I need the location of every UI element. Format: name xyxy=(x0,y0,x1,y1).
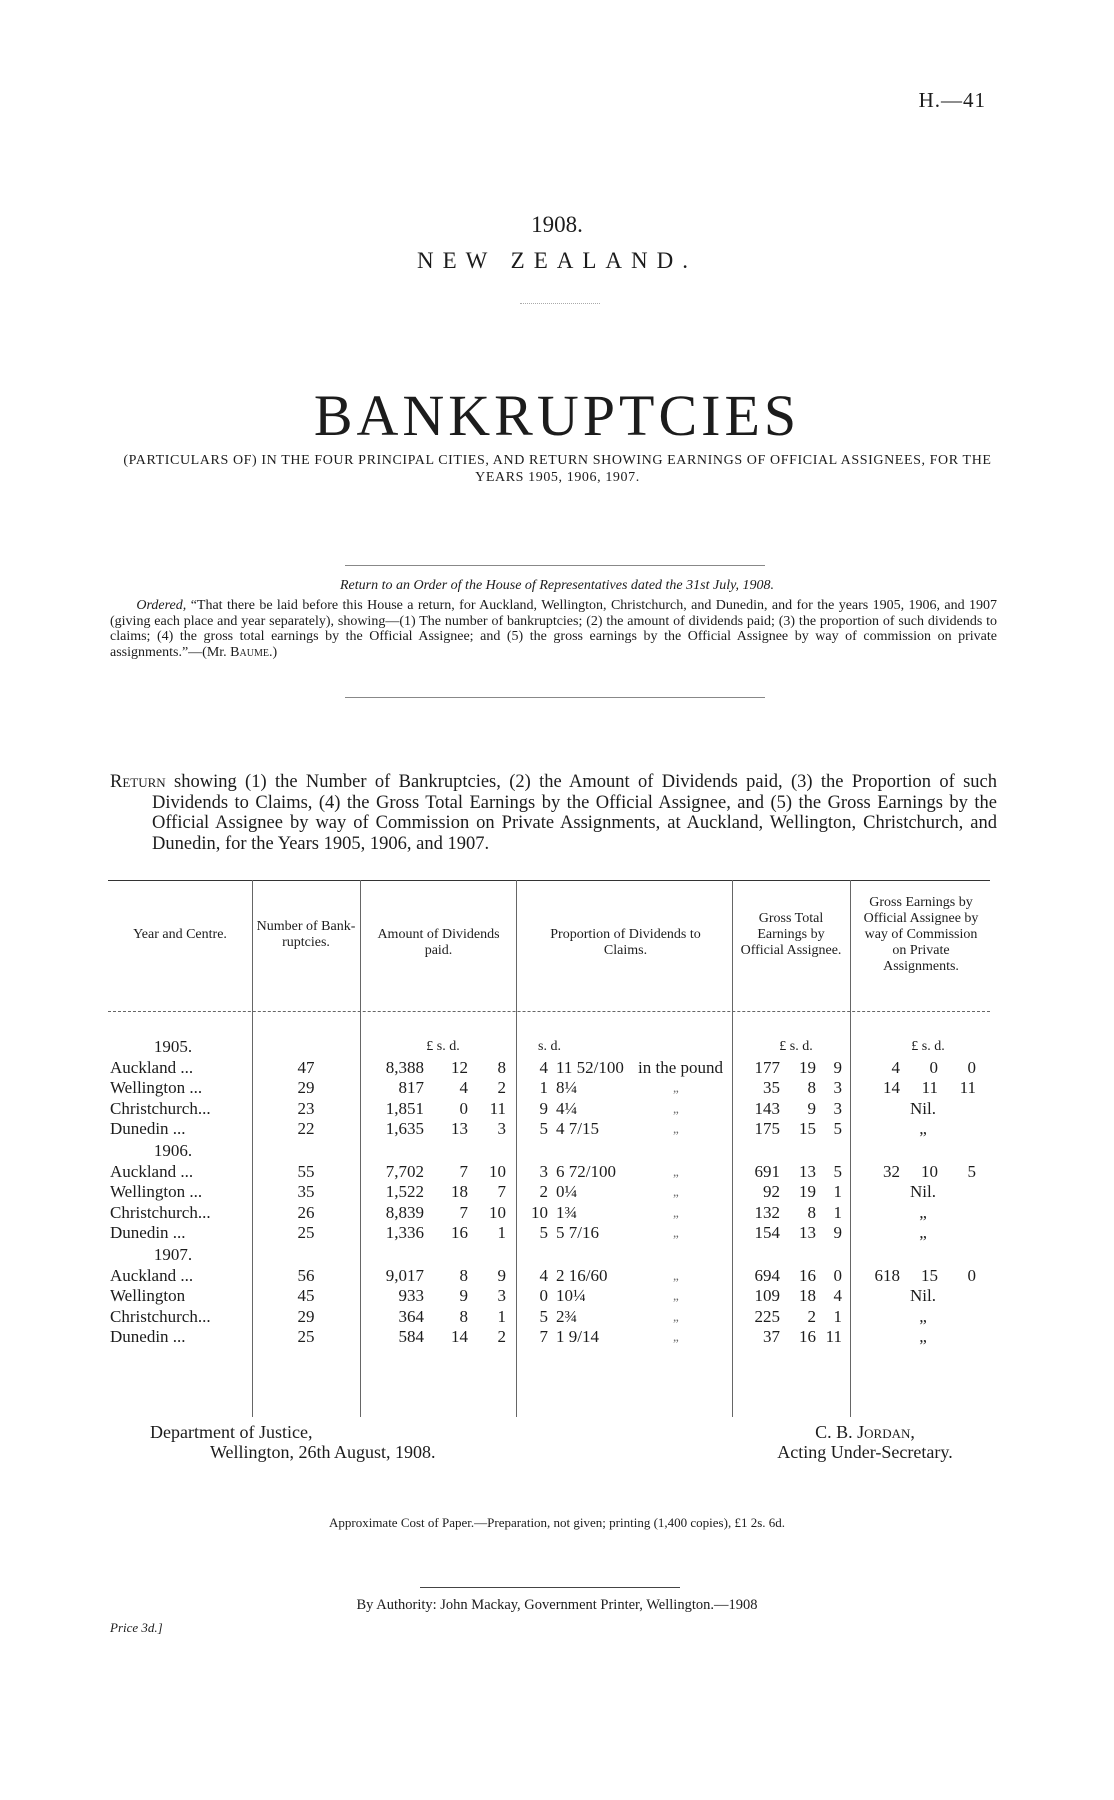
proportion-shillings: 1 xyxy=(539,1078,548,1097)
commission-value: Nil. xyxy=(910,1182,936,1201)
signer-title: Acting Under-Secretary. xyxy=(777,1442,953,1462)
unit-label-proportion: s. d. xyxy=(538,1039,561,1054)
return-lead: Return xyxy=(110,772,166,792)
dividends-pence: 2 xyxy=(497,1078,506,1097)
centre-name: Wellington xyxy=(110,1286,186,1305)
dividends-pounds: 7,702 xyxy=(385,1161,424,1181)
gross-pounds: 35 xyxy=(763,1078,780,1097)
commission-pounds: 14 xyxy=(883,1078,900,1097)
gross-pence: 9 xyxy=(833,1057,842,1077)
unit-label-amount: £ s. d. xyxy=(426,1039,460,1054)
date-line: Wellington, 26th August, 1908. xyxy=(210,1442,436,1462)
proportion-note: „ xyxy=(673,1308,679,1324)
centre-name: Dunedin ... xyxy=(110,1119,186,1138)
ordered-paragraph xyxy=(110,598,997,660)
dividends-pounds: 933 xyxy=(398,1286,424,1305)
centre-name: Dunedin ... xyxy=(110,1327,186,1346)
proportion-shillings: 4 xyxy=(539,1265,548,1285)
year-heading: 1905. xyxy=(153,1037,193,1056)
dividends-pence: 3 xyxy=(497,1119,506,1138)
bankruptcy-count: 47 xyxy=(297,1057,315,1077)
dividends-shillings: 16 xyxy=(451,1223,468,1242)
centre-name: Christchurch... xyxy=(110,1306,211,1326)
dividends-pence: 3 xyxy=(497,1286,506,1305)
dividends-shillings: 0 xyxy=(459,1098,468,1118)
proportion-note: „ xyxy=(673,1225,679,1240)
proportion-pence: 6 72/100 xyxy=(556,1161,616,1181)
gross-pence: 1 xyxy=(833,1182,842,1201)
department-name: Department of Justice, xyxy=(150,1422,313,1442)
price-label: Price 3d.] xyxy=(110,1620,163,1635)
bankruptcy-count: 23 xyxy=(297,1098,315,1118)
dividends-shillings: 7 xyxy=(459,1161,468,1181)
dividends-pence: 10 xyxy=(489,1202,506,1222)
gross-pounds: 691 xyxy=(754,1161,780,1181)
bankruptcy-table xyxy=(108,880,990,1417)
dividends-pence: 1 xyxy=(497,1223,506,1242)
gross-pounds: 694 xyxy=(754,1265,780,1285)
dividends-shillings: 13 xyxy=(451,1119,468,1138)
commission-pounds: 4 xyxy=(891,1057,900,1077)
proportion-note: „ xyxy=(673,1204,679,1220)
dividends-pounds: 1,522 xyxy=(385,1182,424,1201)
unit-label-gross-total: £ s. d. xyxy=(779,1039,813,1054)
dividends-pounds: 1,851 xyxy=(385,1098,424,1118)
dividends-shillings: 8 xyxy=(459,1306,468,1326)
proportion-pence: 4 7/15 xyxy=(556,1119,599,1138)
gross-shillings: 16 xyxy=(799,1265,816,1285)
header-amount: Amount of Dividends paid. xyxy=(377,927,500,958)
header-gross-commission: Gross Earnings by Official Assignee by way of Commission on Private Assignments. xyxy=(863,895,979,974)
commission-shillings: 15 xyxy=(921,1265,938,1285)
dividends-shillings: 18 xyxy=(451,1182,468,1201)
bankruptcy-count: 25 xyxy=(297,1327,315,1346)
dividends-pounds: 584 xyxy=(398,1327,424,1346)
proportion-note: „ xyxy=(673,1329,679,1344)
department-signature-block xyxy=(150,1422,436,1462)
gross-pence: 3 xyxy=(833,1078,842,1097)
ordered-member: Baume.) xyxy=(230,644,278,660)
signer-block xyxy=(720,1422,1010,1462)
bankruptcy-count: 56 xyxy=(297,1265,315,1285)
gross-shillings: 8 xyxy=(807,1078,816,1097)
centre-name: Christchurch... xyxy=(110,1098,211,1118)
document-year: 1908. xyxy=(531,212,583,237)
proportion-pence: 2 16/60 xyxy=(556,1265,608,1285)
commission-shillings: 11 xyxy=(921,1078,938,1097)
gross-pounds: 132 xyxy=(754,1202,780,1222)
column-divider xyxy=(360,880,361,1417)
gross-pounds: 37 xyxy=(763,1327,780,1346)
return-text: showing (1) the Number of Bankruptcies, (2) the Amount of Dividends paid, (3) the Proportion of such Dividends to Claims, (4) the Gross Total Earnings by the Official Assignee, and (5) the Gross Earnings by the Official Assignee by way of Commission on Private Assignments, at Auckland, Wellington, Christchurch, and Dunedin, for the Years 1905, 1906, and 1907. xyxy=(152,772,997,854)
gross-pounds: 92 xyxy=(763,1182,780,1201)
year-heading: 1906. xyxy=(153,1141,193,1160)
proportion-shillings: 0 xyxy=(539,1286,548,1305)
proportion-pence: 1¾ xyxy=(556,1202,578,1222)
dividends-pounds: 8,388 xyxy=(385,1057,424,1077)
gross-pounds: 109 xyxy=(754,1286,780,1305)
gross-shillings: 18 xyxy=(799,1286,816,1305)
gross-pence: 11 xyxy=(825,1327,842,1346)
dividends-pence: 9 xyxy=(497,1265,506,1285)
header-year-centre: Year and Centre. xyxy=(133,927,227,942)
proportion-note: „ xyxy=(673,1080,679,1095)
proportion-note: „ xyxy=(673,1288,679,1303)
approximate-cost-line: Approximate Cost of Paper.—Preparation, not given; printing (1,400 copies), £1 2s. 6d. xyxy=(328,1515,785,1530)
unit-label-gross-commission: £ s. d. xyxy=(911,1039,945,1054)
centre-name: Auckland ... xyxy=(110,1057,194,1077)
bankruptcy-count: 26 xyxy=(297,1202,315,1222)
bankruptcy-count: 35 xyxy=(297,1182,315,1201)
proportion-shillings: 7 xyxy=(539,1327,548,1346)
header-number: Number of Bank-ruptcies. xyxy=(256,919,356,950)
gross-shillings: 13 xyxy=(799,1161,816,1181)
commission-pence: 11 xyxy=(959,1078,976,1097)
header-gross-total: Gross Total Earnings by Official Assignee. xyxy=(740,911,842,958)
ornament-divider xyxy=(520,303,600,304)
dividends-pence: 10 xyxy=(489,1161,506,1181)
proportion-shillings: 5 xyxy=(539,1306,548,1326)
proportion-shillings: 5 xyxy=(539,1223,548,1242)
page-reference: H.—41 xyxy=(918,88,986,112)
dividends-pence: 7 xyxy=(497,1182,506,1201)
commission-pounds: 32 xyxy=(883,1161,900,1181)
dividends-shillings: 9 xyxy=(459,1286,468,1305)
centre-name: Christchurch... xyxy=(110,1202,211,1222)
gross-shillings: 19 xyxy=(799,1057,816,1077)
gross-pence: 5 xyxy=(833,1119,842,1138)
proportion-pence: 0¼ xyxy=(556,1182,578,1201)
divider-rule xyxy=(345,565,765,566)
proportion-pence: 8¼ xyxy=(556,1078,578,1097)
bankruptcy-count: 25 xyxy=(297,1223,315,1242)
gross-pence: 5 xyxy=(833,1161,842,1181)
centre-name: Wellington ... xyxy=(110,1078,203,1097)
gross-shillings: 13 xyxy=(799,1223,816,1242)
country-heading: NEW ZEALAND. xyxy=(416,248,698,273)
dividends-pence: 11 xyxy=(489,1098,506,1118)
table-header-rule xyxy=(108,1011,990,1012)
gross-pence: 4 xyxy=(833,1286,842,1305)
column-divider xyxy=(516,880,517,1417)
dividends-shillings: 12 xyxy=(451,1057,468,1077)
ordered-text: “That there be laid before this House a return, for Auckland, Wellington, Christchurch, and Dunedin, and for the years 1905, 1906, and 1907 (giving each place and year separately), showing—(1) The number of bankruptcies; (2) the amount of dividends paid; (3) the proportion of such dividends to claims; (4) the gross total earnings by the Official Assignee; and (5) the gross earnings by the Official Assignee by way of commission on private assignments.”—(Mr. xyxy=(110,598,998,660)
commission-value: „ xyxy=(919,1223,927,1242)
commission-value: Nil. xyxy=(910,1098,936,1118)
commission-pence: 0 xyxy=(967,1265,976,1285)
table-top-rule xyxy=(108,880,990,881)
centre-name: Auckland ... xyxy=(110,1161,194,1181)
commission-shillings: 10 xyxy=(921,1161,938,1181)
gross-shillings: 15 xyxy=(799,1119,816,1138)
proportion-pence: 4¼ xyxy=(556,1098,578,1118)
dividends-shillings: 14 xyxy=(451,1327,468,1346)
commission-pence: 0 xyxy=(967,1057,976,1077)
gross-pence: 0 xyxy=(833,1265,842,1285)
bankruptcy-count: 29 xyxy=(297,1306,315,1326)
ordered-label: Ordered, xyxy=(136,598,187,613)
commission-value: „ xyxy=(919,1327,927,1346)
gross-pounds: 154 xyxy=(754,1223,780,1242)
proportion-pence: 10¼ xyxy=(556,1286,586,1305)
proportion-shillings: 9 xyxy=(539,1098,548,1118)
proportion-pence: 1 9/14 xyxy=(556,1327,599,1346)
gross-pence: 3 xyxy=(833,1098,842,1118)
dividends-pounds: 9,017 xyxy=(385,1265,424,1285)
bankruptcy-count: 55 xyxy=(297,1161,315,1181)
commission-value: „ xyxy=(919,1119,927,1138)
gross-pence: 1 xyxy=(833,1306,842,1326)
dividends-pounds: 364 xyxy=(398,1306,424,1326)
commission-shillings: 0 xyxy=(929,1057,938,1077)
return-description xyxy=(110,772,997,854)
dividends-pounds: 1,336 xyxy=(385,1223,424,1242)
dividends-pence: 2 xyxy=(497,1327,506,1346)
proportion-shillings: 10 xyxy=(531,1202,548,1222)
gross-pence: 9 xyxy=(833,1223,842,1242)
proportion-shillings: 5 xyxy=(539,1119,548,1138)
dividends-pounds: 1,635 xyxy=(385,1119,424,1138)
divider-rule xyxy=(345,697,765,698)
dividends-shillings: 7 xyxy=(459,1202,468,1222)
column-divider xyxy=(252,880,253,1417)
commission-pence: 5 xyxy=(967,1161,976,1181)
year-heading: 1907. xyxy=(153,1245,193,1264)
commission-pounds: 618 xyxy=(874,1265,900,1285)
bankruptcy-count: 29 xyxy=(297,1078,315,1097)
gross-pounds: 143 xyxy=(754,1098,780,1118)
authority-rule xyxy=(420,1587,680,1588)
commission-value: Nil. xyxy=(910,1286,936,1305)
dividends-shillings: 8 xyxy=(459,1265,468,1285)
column-divider xyxy=(850,880,851,1417)
dividends-pounds: 817 xyxy=(398,1078,424,1097)
centre-name: Auckland ... xyxy=(110,1265,194,1285)
gross-shillings: 8 xyxy=(807,1202,816,1222)
proportion-note: „ xyxy=(673,1163,679,1179)
signer-name: C. B. Jordan, xyxy=(815,1422,915,1442)
gross-shillings: 19 xyxy=(799,1182,816,1201)
proportion-note: „ xyxy=(673,1100,679,1116)
gross-pounds: 175 xyxy=(754,1119,780,1138)
gross-pounds: 177 xyxy=(754,1057,780,1077)
gross-shillings: 16 xyxy=(799,1327,816,1346)
commission-value: „ xyxy=(919,1202,927,1222)
centre-name: Dunedin ... xyxy=(110,1223,186,1242)
proportion-pence: 11 52/100 xyxy=(556,1057,624,1077)
proportion-note: „ xyxy=(673,1267,679,1283)
proportion-note: in the pound xyxy=(638,1057,723,1077)
document-subtitle: (PARTICULARS OF) IN THE FOUR PRINCIPAL CITIES, AND RETURN SHOWING EARNINGS OF OFFICIAL ASSIGNEES, FOR THE YEARS 1905, 1906, 1907. xyxy=(123,453,992,485)
proportion-shillings: 2 xyxy=(539,1182,548,1201)
dividends-pounds: 8,839 xyxy=(385,1202,424,1222)
authority-line: By Authority: John Mackay, Government Printer, Wellington.—1908 xyxy=(356,1597,758,1613)
dividends-shillings: 4 xyxy=(459,1078,468,1097)
bankruptcy-count: 45 xyxy=(297,1286,315,1305)
dividends-pence: 8 xyxy=(497,1057,506,1077)
header-proportion: Proportion of Dividends to Claims. xyxy=(550,927,701,958)
gross-shillings: 9 xyxy=(807,1098,816,1118)
proportion-note: „ xyxy=(673,1184,679,1199)
gross-pounds: 225 xyxy=(754,1306,780,1326)
proportion-shillings: 4 xyxy=(539,1057,548,1077)
gross-pence: 1 xyxy=(833,1202,842,1222)
column-divider xyxy=(732,880,733,1417)
proportion-shillings: 3 xyxy=(539,1161,548,1181)
commission-value: „ xyxy=(919,1306,927,1326)
proportion-pence: 5 7/16 xyxy=(556,1223,599,1242)
return-to-order-line: Return to an Order of the House of Representatives dated the 31st July, 1908. xyxy=(339,578,775,593)
centre-name: Wellington ... xyxy=(110,1182,203,1201)
document-title: BANKRUPTCIES xyxy=(313,383,801,448)
proportion-pence: 2¾ xyxy=(556,1306,578,1326)
proportion-note: „ xyxy=(673,1121,679,1136)
gross-shillings: 2 xyxy=(807,1306,816,1326)
dividends-pence: 1 xyxy=(497,1306,506,1326)
bankruptcy-count: 22 xyxy=(297,1119,315,1138)
